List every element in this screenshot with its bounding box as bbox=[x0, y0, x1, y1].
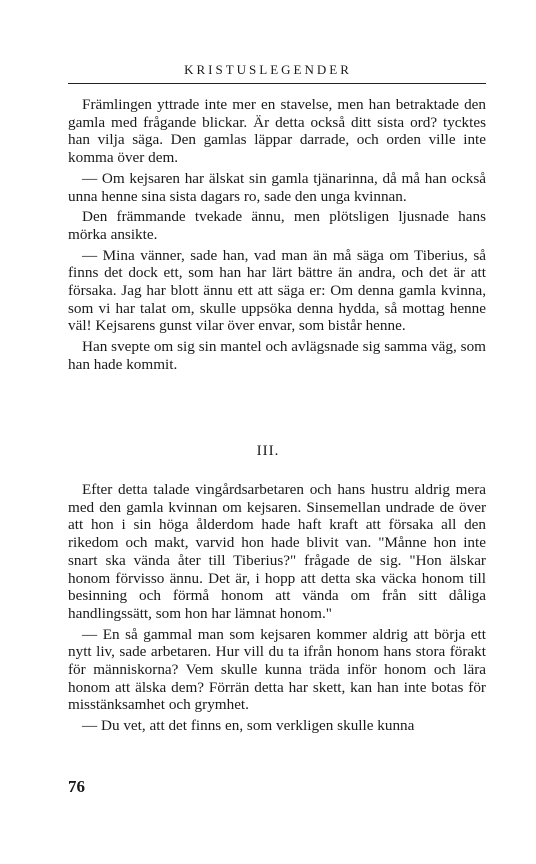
text-block-after-section bbox=[68, 481, 486, 735]
text-block-before-section bbox=[68, 96, 486, 374]
paragraph: — En så gammal man som kejsaren kommer aldrig att börja ett nytt liv, sade arbetaren. Hur vill du ta ifrån honom hans stora förakt för människorna? Vem skulle kunna träda inför honom och lära honom att älska dem? Förrän detta har skett, kan han inte botas för misstänksamhet och grymhet. bbox=[68, 625, 486, 714]
running-title: KRISTUSLEGENDER bbox=[184, 62, 352, 77]
paragraph: Efter detta talade vingårdsarbetaren och hans hustru aldrig mera med den gamla kvinnan om kejsaren. Sinsemellan undrade de över att hon i sin höga ålderdom hade haft kraft att försaka all den rikedom och makt, varvid hon hade blivit van. "Månne hon inte snart ska vända åter till Tiberius?" frågade de sig. "Hon älskar honom förvisso ännu. Det är, i hopp att detta ska väcka honom till besinning och förmå honom att vända om från sitt dåliga handlingssätt, som hon har lämnat honom." bbox=[68, 481, 486, 622]
paragraph: Han svepte om sig sin mantel och avlägsnade sig samma väg, som han hade kommit. bbox=[68, 338, 486, 373]
paragraph: Den främmande tvekade ännu, men plötsligen ljusnade hans mörka ansikte. bbox=[68, 208, 486, 243]
paragraph: — Om kejsaren har älskat sin gamla tjänarinna, då må han också unna henne sina sista dagars ro, sade den unga kvinnan. bbox=[68, 169, 486, 205]
paragraph: Främlingen yttrade inte mer en stavelse, men han betraktade den gamla med frågande blickar. Är detta också ditt sista ord? tycktes han vilja säga. Den gamlas läppar darrade, och orden ville inte komma över dem. bbox=[68, 96, 486, 167]
paragraph: — Du vet, att det finns en, som verkligen skulle kunna bbox=[82, 717, 415, 735]
section-heading: III. bbox=[256, 443, 280, 459]
page-number: 76 bbox=[68, 777, 85, 796]
paragraph: — Mina vänner, sade han, vad man än må säga om Tiberius, så finns det dock ett, som han har lärt bättre än andra, och det är att försaka. Jag har blott ännu ett att säga er: Om denna gamla kvinna, som vi har talat om, skulle uppsöka denna hydda, så mottag henne väl! Kejsarens gunst vilar över envar, som bistår henne. bbox=[68, 246, 486, 335]
header-rule bbox=[68, 83, 486, 84]
